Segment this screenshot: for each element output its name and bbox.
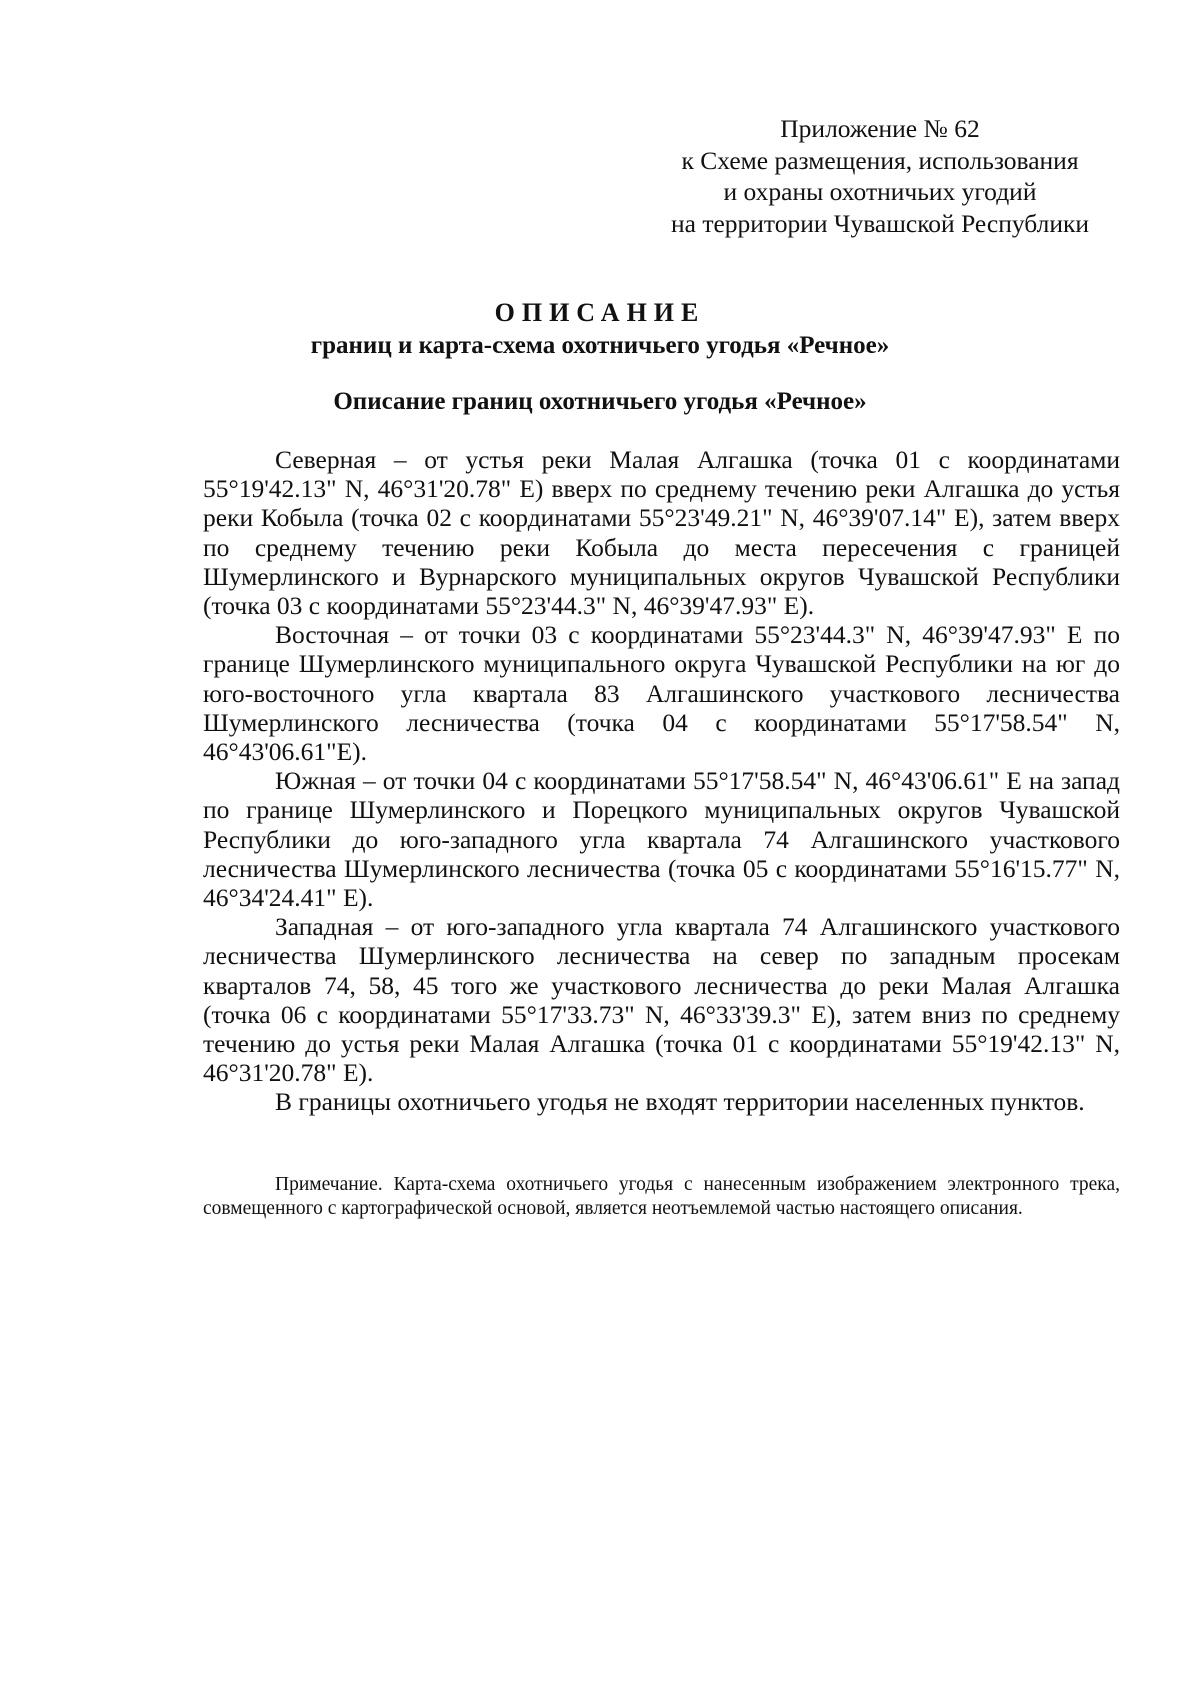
appendix-reference-line-1: к Схеме размещения, использования xyxy=(681,145,1079,175)
section-heading: Описание границ охотничьего угодья «Речное» xyxy=(333,388,867,415)
document-subtitle: границ и карта-схема охотничьего угодья «Речное» xyxy=(310,332,890,359)
boundary-east-paragraph: Восточная – от точки 03 с координатами 55°23'44.3" N, 46°39'47.93" E по границе Шумерлинского муниципального округа Чувашской Республики на юг до юго-восточного угла квартала 83 Алгашинского участкового лесничества Шумерлинского лесничества (точка 04 с координатами 55°17'58.54" N, 46°43'06.61"E). xyxy=(203,620,1120,767)
appendix-reference-line-3: на территории Чувашской Республики xyxy=(670,208,1089,238)
appendix-header xyxy=(640,113,1120,239)
appendix-reference-line-2: и охраны охотничьих угодий xyxy=(723,177,1037,206)
boundary-west-paragraph: Западная – от юго-западного угла квартала 74 Алгашинского участкового лесничества Шумерлинского лесничества на север по западным просекам кварталов 74, 58, 45 того же участкового лесничества до реки Малая Алгашка (точка 06 с координатами 55°17'33.73" N, 46°33'39.3" E), затем вниз по среднему течению до устья реки Малая Алгашка (точка 01 с координатами 55°19'42.13" N, 46°31'20.78" E). xyxy=(203,912,1120,1088)
boundary-north-paragraph: Северная – от устья реки Малая Алгашка (точка 01 с координатами 55°19'42.13" N, 46°31'20.78" E) вверх по среднему течению реки Алгашка до устья реки Кобыла (точка 02 с координатами 55°23'49.21" N, 46°39'07.14" E), затем вверх по среднему течению реки Кобыла до места пересечения с границей Шумерлинского и Вурнарского муниципальных округов Чувашской Республики (точка 03 с координатами 55°23'44.3" N, 46°39'47.93" E). xyxy=(203,445,1120,621)
exclusion-paragraph: В границы охотничьего угодья не входят территории населенных пунктов. xyxy=(275,1087,1085,1117)
boundary-south-paragraph: Южная – от точки 04 с координатами 55°17'58.54" N, 46°43'06.61" E на запад по границе Шумерлинского и Порецкого муниципальных округов Чувашской Республики до юго-западного угла квартала 74 Алгашинского участкового лесничества Шумерлинского лесничества (точка 05 с координатами 55°16'15.77" N, 46°34'24.41" E). xyxy=(203,766,1120,913)
boundary-description xyxy=(203,445,1120,1117)
footnote: Примечание. Карта-схема охотничьего угодья с нанесенным изображением электронного трека, совмещенного с картографической основой, является неотъемлемой частью настоящего описания. xyxy=(203,1174,1120,1219)
document-title: ОПИСАНИЕ xyxy=(494,298,706,327)
appendix-number: Приложение № 62 xyxy=(780,114,980,143)
